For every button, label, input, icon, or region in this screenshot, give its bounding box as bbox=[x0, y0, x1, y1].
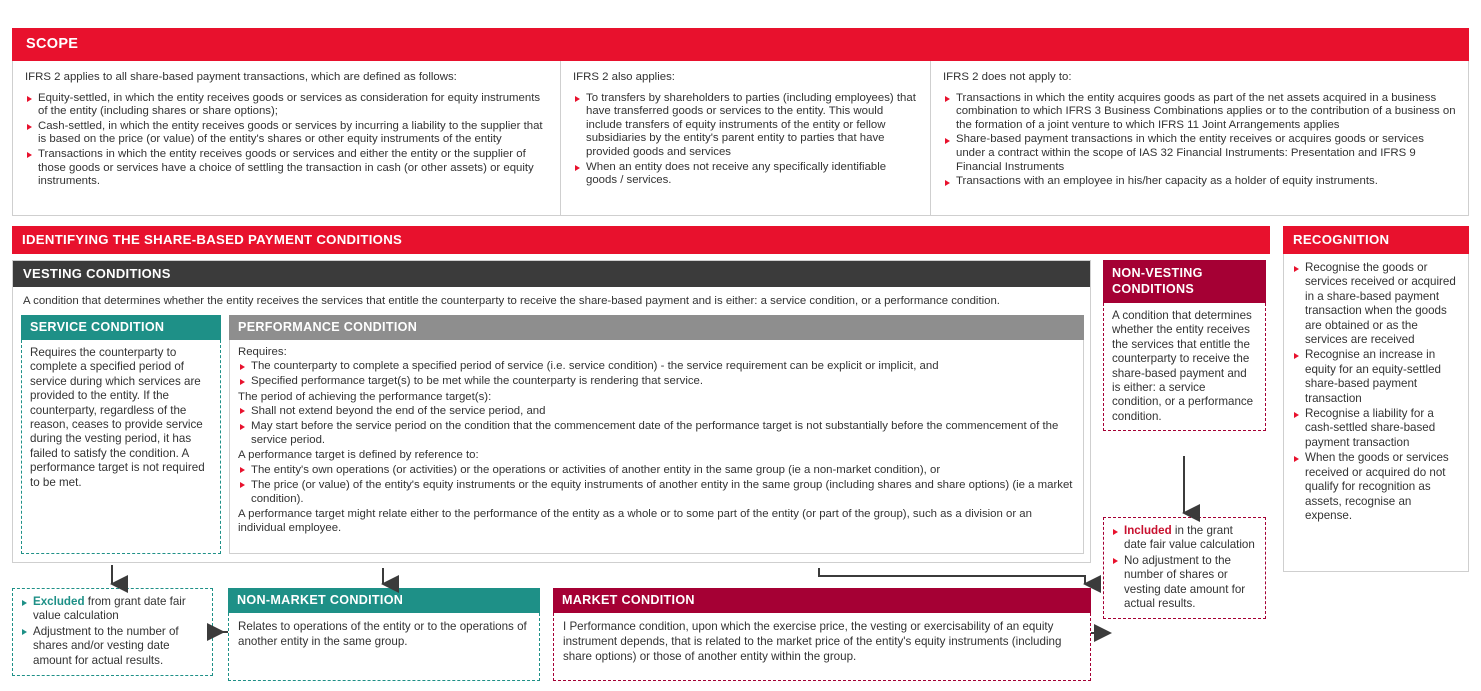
scope-col1-list bbox=[25, 92, 548, 189]
list-item: Share-based payment transactions in which the entity receives or acquires goods or services under a contract within the scope of IAS 32 Financial Instruments: Presentation and IFRS 9 Financial Instruments bbox=[943, 133, 1456, 174]
performance-condition-title: PERFORMANCE CONDITION bbox=[229, 315, 1084, 340]
list-item: The counterparty to complete a specified period of service (i.e. service condition) - the service requirement can be explicit or implicit, and bbox=[238, 359, 1075, 373]
list-item: May start before the service period on the condition that the commencement date of the performance target is not substantially before the commencement of the service period. bbox=[238, 419, 1075, 447]
list-item: The entity's own operations (or activities) or the operations or activities of another entity in the same group (ie a non-market condition), or bbox=[238, 463, 1075, 477]
scope-title: SCOPE bbox=[12, 28, 1469, 61]
vesting-conditions-description: A condition that determines whether the entity receives the services that entitle the counterparty to receive the share-based payment and is either: a service condition, or a performance condition. bbox=[23, 295, 1000, 307]
scope-col1-intro: IFRS 2 applies to all share-based payment transactions, which are defined as follows: bbox=[25, 71, 457, 83]
non-vesting-conditions-title: NON-VESTING CONDITIONS bbox=[1103, 260, 1266, 303]
performance-lead-2: The period of achieving the performance target(s): bbox=[238, 390, 492, 403]
recognition-body bbox=[1283, 254, 1469, 572]
list-item: Cash-settled, in which the entity receives goods or services by incurring a liability to the supplier that is based on the price (or value) of the entity's shares or other equity instruments of the entity bbox=[25, 120, 548, 147]
recognition-title: RECOGNITION bbox=[1283, 226, 1469, 254]
non-vesting-conditions-card bbox=[1103, 260, 1266, 431]
scope-col2-intro: IFRS 2 also applies: bbox=[573, 71, 675, 83]
outcome-keyword: Excluded bbox=[33, 595, 85, 608]
excluded-outcome-box bbox=[12, 588, 213, 676]
list-item: Recognise an increase in equity for an equity-settled share-based payment transaction bbox=[1292, 348, 1460, 406]
list-item: Recognise the goods or services received or acquired in a share-based payment transaction when the goods are obtained or as the services are received bbox=[1292, 261, 1460, 347]
market-condition-title: MARKET CONDITION bbox=[553, 588, 1091, 613]
non-vesting-conditions-body: A condition that determines whether the entity receives the services that entitle the counterparty to receive the share-based payment and is either: a service condition, or a performance condition. bbox=[1103, 303, 1266, 431]
outcome-text: No adjustment to the number of shares or vesting date amount for actual results. bbox=[1124, 553, 1246, 611]
list-item: The price (or value) of the entity's equity instruments or the equity instruments of another entity in the same group (including shares and share options) (ie a market condition). bbox=[238, 478, 1075, 506]
vesting-conditions-panel bbox=[12, 260, 1091, 563]
list-item: Transactions in which the entity receives goods or services and either the entity or the supplier of those goods or services have a choice of settling the transaction in cash (or other assets) or equity instruments. bbox=[25, 148, 548, 189]
scope-column-applies bbox=[13, 61, 561, 215]
list-item: Recognise a liability for a cash-settled share-based payment transaction bbox=[1292, 407, 1460, 450]
scope-col3-intro: IFRS 2 does not apply to: bbox=[943, 71, 1072, 83]
non-vesting-outcome-box bbox=[1103, 517, 1266, 619]
list-item: When an entity does not receive any specifically identifiable goods / services. bbox=[573, 161, 918, 188]
list-item bbox=[20, 625, 205, 668]
outcome-text: from grant date fair value calculation bbox=[33, 595, 186, 623]
performance-list-2 bbox=[238, 404, 1075, 448]
performance-list-3 bbox=[238, 463, 1075, 507]
non-vesting-outcome-list bbox=[1111, 524, 1258, 611]
scope-body bbox=[12, 61, 1469, 216]
performance-lead-1: Requires: bbox=[238, 346, 287, 358]
vesting-conditions-title: VESTING CONDITIONS bbox=[13, 261, 1090, 287]
performance-closing: A performance target might relate either to the performance of the entity as a whole or to some part of the entity (or part of the group), such as a division or an individual employee. bbox=[238, 508, 1032, 535]
performance-condition-body bbox=[229, 340, 1084, 554]
market-condition-body: I Performance condition, upon which the exercise price, the vesting or exercisability of an equity instrument depends, that is related to the market price of the entity's equity instruments (including share options) or those of another entity within the group. bbox=[553, 613, 1091, 681]
list-item: Equity-settled, in which the entity receives goods or services as consideration for equity instruments of the entity (including shares or share options); bbox=[25, 92, 548, 119]
market-condition-card bbox=[553, 588, 1091, 681]
scope-col2-list bbox=[573, 92, 918, 188]
outcome-keyword: Included bbox=[1124, 524, 1172, 537]
excluded-outcome-list bbox=[20, 595, 205, 668]
arrow-performance-to-market bbox=[819, 568, 1085, 584]
outcome-text: in the grant date fair value calculation bbox=[1124, 524, 1255, 552]
scope-column-also-applies bbox=[561, 61, 931, 215]
service-condition-card bbox=[21, 315, 221, 554]
list-item: Shall not extend beyond the end of the service period, and bbox=[238, 404, 1075, 418]
conditions-row bbox=[13, 315, 1090, 562]
outcome-text: Adjustment to the number of shares and/or vesting date amount for actual results. bbox=[33, 624, 179, 667]
non-market-condition-body: Relates to operations of the entity or to the operations of another entity in the same group. bbox=[228, 613, 540, 681]
list-item bbox=[20, 595, 205, 624]
performance-lead-3: A performance target is defined by reference to: bbox=[238, 449, 479, 462]
list-item: Transactions in which the entity acquires goods as part of the net assets acquired in a business combination to which IFRS 3 Business Combinations applies or to the contribution of a business on the formation of a joint venture to which IFRS 11 Joint Arrangements applies bbox=[943, 92, 1456, 133]
service-condition-body: Requires the counterparty to complete a specified period of service during which services are provided to the entity. If the counterparty, regardless of the reason, ceases to provide service during the vesting period, it has failed to satisfy the condition. A performance target is not required to be met. bbox=[21, 340, 221, 554]
list-item: When the goods or services received or acquired do not qualify for recognition as assets, recognise an expense. bbox=[1292, 451, 1460, 523]
list-item: Specified performance target(s) to be met while the counterparty is rendering that service. bbox=[238, 374, 1075, 388]
non-market-condition-card bbox=[228, 588, 540, 681]
identifying-section bbox=[12, 226, 1270, 254]
identifying-title: IDENTIFYING THE SHARE-BASED PAYMENT CONDITIONS bbox=[12, 226, 1270, 254]
list-item bbox=[1111, 524, 1258, 553]
non-market-condition-title: NON-MARKET CONDITION bbox=[228, 588, 540, 613]
performance-condition-card bbox=[229, 315, 1084, 554]
recognition-card bbox=[1283, 226, 1469, 572]
list-item: To transfers by shareholders to parties (including employees) that have transferred goods or services to the entity. This would include transfers of equity instruments of the entity or fellow subsidiaries by the entity's parent entity to parties that have provided goods and services bbox=[573, 92, 918, 160]
scope-col3-list bbox=[943, 92, 1456, 189]
list-item bbox=[1111, 554, 1258, 612]
performance-list-1 bbox=[238, 359, 1075, 388]
scope-section bbox=[12, 28, 1469, 216]
scope-column-not-apply bbox=[931, 61, 1468, 215]
service-condition-title: SERVICE CONDITION bbox=[21, 315, 221, 340]
list-item: Transactions with an employee in his/her capacity as a holder of equity instruments. bbox=[943, 175, 1456, 189]
recognition-list bbox=[1292, 261, 1460, 523]
